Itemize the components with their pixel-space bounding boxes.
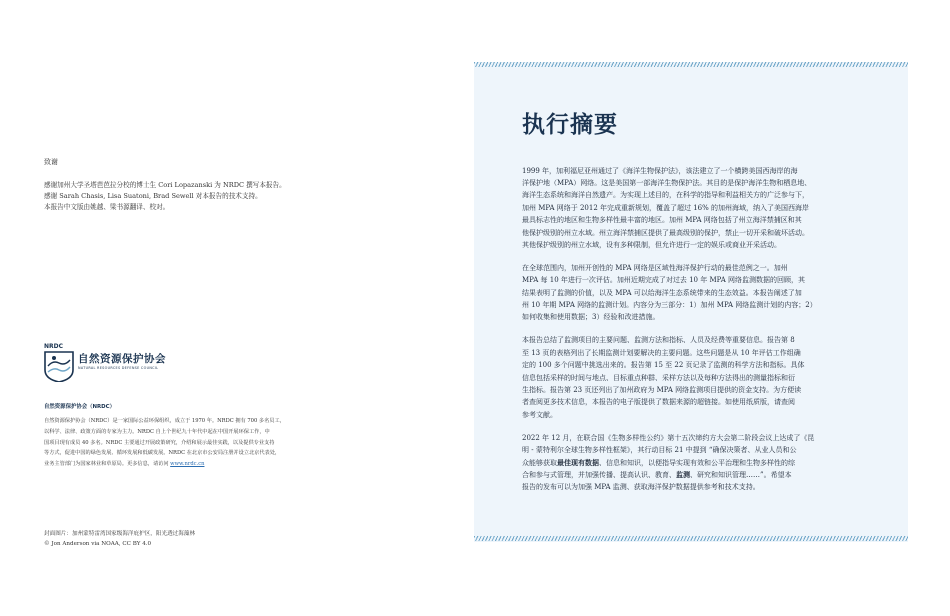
text-span: 、研究和知识管理……”。希望本 — [690, 470, 792, 479]
text-line: 在全球范围内，加州开创性的 MPA 网络是区域性海洋保护行动的最佳范例之一。加州 — [522, 263, 788, 272]
org-title: 自然资源保护协会（NRDC） — [44, 404, 115, 410]
top-hatch-divider — [474, 62, 908, 67]
text-line: 生指标。报告第 23 页还列出了加州政府为 MPA 网络监测项目提供的资金支持。为方便读 — [522, 386, 802, 394]
org-line: 以科学、法律、政策方面的专家为主力。NRDC 自上个世纪九十年代中起在中国开展环保工作，中 — [44, 428, 270, 435]
text-span: 众能够获取 — [522, 458, 557, 467]
text-line: 如何收集和使用数据；3）经验和改进措施。 — [522, 313, 660, 322]
nrdc-logo — [44, 342, 244, 386]
org-description — [44, 416, 334, 470]
text-line: 1999 年，加利福尼亚州通过了《海洋生物保护法》，该法建立了一个横跨美国西海岸的海 — [522, 166, 798, 175]
text-line: 最具标志性的地区和生物多样性最丰富的地区。加州 MPA 网络包括了州立海洋禁捕区和其 — [522, 216, 802, 225]
bold-text: 最佳现有数据 — [557, 457, 599, 467]
text-span: 、信息和知识，以便指导实现有效和公平治理和生物多样性的综 — [599, 458, 795, 467]
logo-abbr: NRDC — [44, 343, 64, 350]
text-line: 州 10 年期 MPA 网络的监测计划。内容分为三部分：1）加州 MPA 网络监测计划的内容；2） — [522, 301, 817, 310]
text-line — [522, 469, 862, 481]
page-title: 执行摘要 — [522, 112, 618, 138]
text-line: MPA 每 10 年进行一次评估。加州近期完成了对过去 10 年 MPA 网络监测数据的回顾，其 — [522, 276, 805, 285]
ack-line: 感谢 Sarah Chasis, Lisa Suatoni, Brad Sewell 对本报告的技术支持。 — [44, 192, 262, 200]
text-line: 他保护级别的州立水域。州立海洋禁捕区提供了最高级别的保护，禁止一切开采和破坏活动。 — [522, 228, 809, 237]
text-line: 结果表明了监测的价值，以及 MPA 可以给海洋生态系统带来的生态效益。本报告阐述了加 — [522, 288, 802, 297]
text-line: 明 - 蒙特利尔全球生物多样性框架》，其行动目标 21 中提到 “确保决策者、从业人员和公 — [522, 446, 797, 455]
text-line: 洋保护地（MPA）网络。这是美国第一部海洋生物保护法。其目的是保护海洋生物和栖息地、 — [522, 178, 812, 187]
ack-line: 感谢加州大学圣塔芭芭拉分校的博士生 Cori Lopazanski 为 NRDC 撰写本报告。 — [44, 181, 286, 189]
bottom-hatch-divider — [474, 536, 908, 541]
text-line: 定的 100 多个问题中挑选出来的。报告第 15 至 22 页记录了监测的科学方法和指标。具体 — [522, 361, 805, 370]
ack-line: 本报告中文版由姚越、梁书源翻译、校对。 — [44, 203, 170, 211]
text-line: 者查阅更多技术信息，本报告的电子版提供了数据来源的超链接。如使用纸质版，请查阅 — [522, 398, 795, 407]
text-line: 参考文献。 — [522, 410, 557, 419]
text-line: 2022 年 12 月，在联合国《生物多样性公约》第十五次缔约方大会第二阶段会议上达成了《昆 — [522, 433, 815, 442]
text-line: 海洋生态系统和海洋自然遗产。为实现上述目的，在科学的指导和利益相关方的广泛参与下， — [522, 191, 809, 200]
text-line: 其他保护级别的州立水域，设有多种限制，但允许进行一定的娱乐或商业开采活动。 — [522, 240, 781, 249]
text-line: 报告的发布可以为加强 MPA 监测、获取海洋保护数据提供参考和技术支持。 — [522, 483, 760, 492]
org-line: 等方式，促进中国的绿色发展、循环发展和低碳发展。NRDC 在北京市公安局注册并设立北京代表处， — [44, 450, 281, 457]
acknowledgements-body — [44, 180, 344, 213]
text-line: 加州 MPA 网络于 2012 年完成重新规划，覆盖了超过 16% 的加州海域，纳入了美国西海岸 — [522, 203, 810, 212]
text-line: 至 13 页的表格列出了长期监测计划要解决的主要问题。这些问题是从 10 年评估工作组确 — [522, 348, 801, 357]
text-line: 本报告总结了监测项目的主要问题、监测方法和指标、人员及经费等重要信息。报告第 8 — [522, 336, 795, 345]
acknowledgements-title: 致谢 — [44, 158, 58, 166]
cover-caption: 封面图片：加州蒙特雷湾国家级海洋庇护区，阳光透过海藻林 — [44, 531, 196, 537]
org-line-last — [44, 459, 334, 470]
logo-subtitle: NATURAL RESOURCES DEFENSE COUNCIL — [78, 366, 159, 370]
text-line: 信息包括采样的时间与地点、目标重点种群、采样方法以及每种方法得出的测量指标和衍 — [522, 373, 795, 382]
nrdc-website-link[interactable]: www.nrdc.cn — [170, 461, 205, 468]
cover-credit — [44, 529, 195, 549]
text-line — [522, 457, 862, 469]
org-line: 业务主管部门为国家林业和草原局。更多信息，请访问 — [44, 461, 169, 468]
nrdc-emblem-icon — [44, 342, 74, 382]
bold-text: 监测 — [676, 469, 690, 479]
org-line: 自然资源保护协会（NRDC）是一家国际公益环保组织，成立于 1970 年。NRDC 拥有 700 多名员工， — [44, 418, 285, 424]
photo-credit: © Jon Anderson via NOAA, CC BY 4.0 — [44, 541, 152, 547]
text-span: 合和参与式管理，并加强传播、提高认识、教育、 — [522, 470, 676, 479]
summary-body — [522, 154, 862, 504]
org-line: 国项目现有成员 40 多名。NRDC 主要通过开展政策研究，介绍和展示最佳实践，以及提供专业支持 — [44, 439, 275, 446]
logo-name: 自然资源保护协会 — [78, 353, 166, 365]
